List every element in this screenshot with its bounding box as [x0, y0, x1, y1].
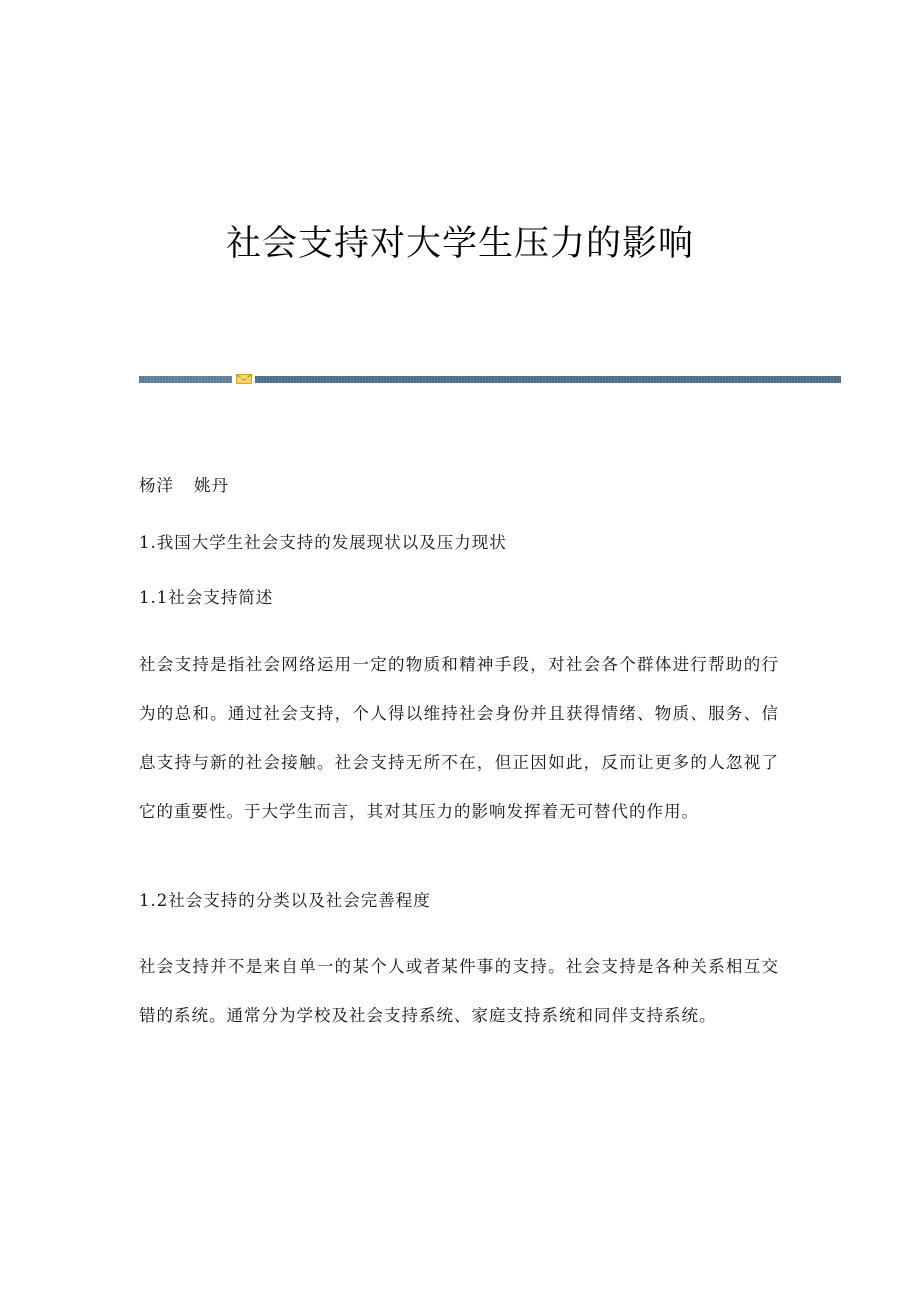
section-heading: 1.我国大学生社会支持的发展现状以及压力现状	[139, 533, 507, 552]
body-paragraph: 社会支持并不是来自单一的某个人或者某件事的支持。社会支持是各种关系相互交错的系统。通常分为学校及社会支持系统、家庭支持系统和同伴支持系统。	[139, 957, 779, 1025]
author-line	[139, 472, 229, 496]
body-paragraph: 社会支持是指社会网络运用一定的物质和精神手段，对社会各个群体进行帮助的行为的总和。通过社会支持，个人得以维持社会身份并且获得情绪、物质、服务、信息支持与新的社会接触。社会支持无所不在，但正因如此，反而让更多的人忽视了它的重要性。于大学生而言，其对其压力的影响发挥着无可替代的作用。	[139, 655, 779, 821]
author-name: 杨洋	[139, 476, 174, 495]
divider-bar-right	[255, 376, 841, 383]
envelope-ornament-icon	[236, 373, 252, 385]
title-divider	[139, 373, 841, 385]
subsection-heading: 1.2社会支持的分类以及社会完善程度	[139, 891, 431, 910]
divider-bar-left	[139, 376, 232, 383]
document-title: 社会支持对大学生压力的影响	[225, 224, 694, 264]
subsection-heading: 1.1社会支持简述	[139, 588, 274, 607]
author-name: 姚丹	[194, 476, 229, 495]
